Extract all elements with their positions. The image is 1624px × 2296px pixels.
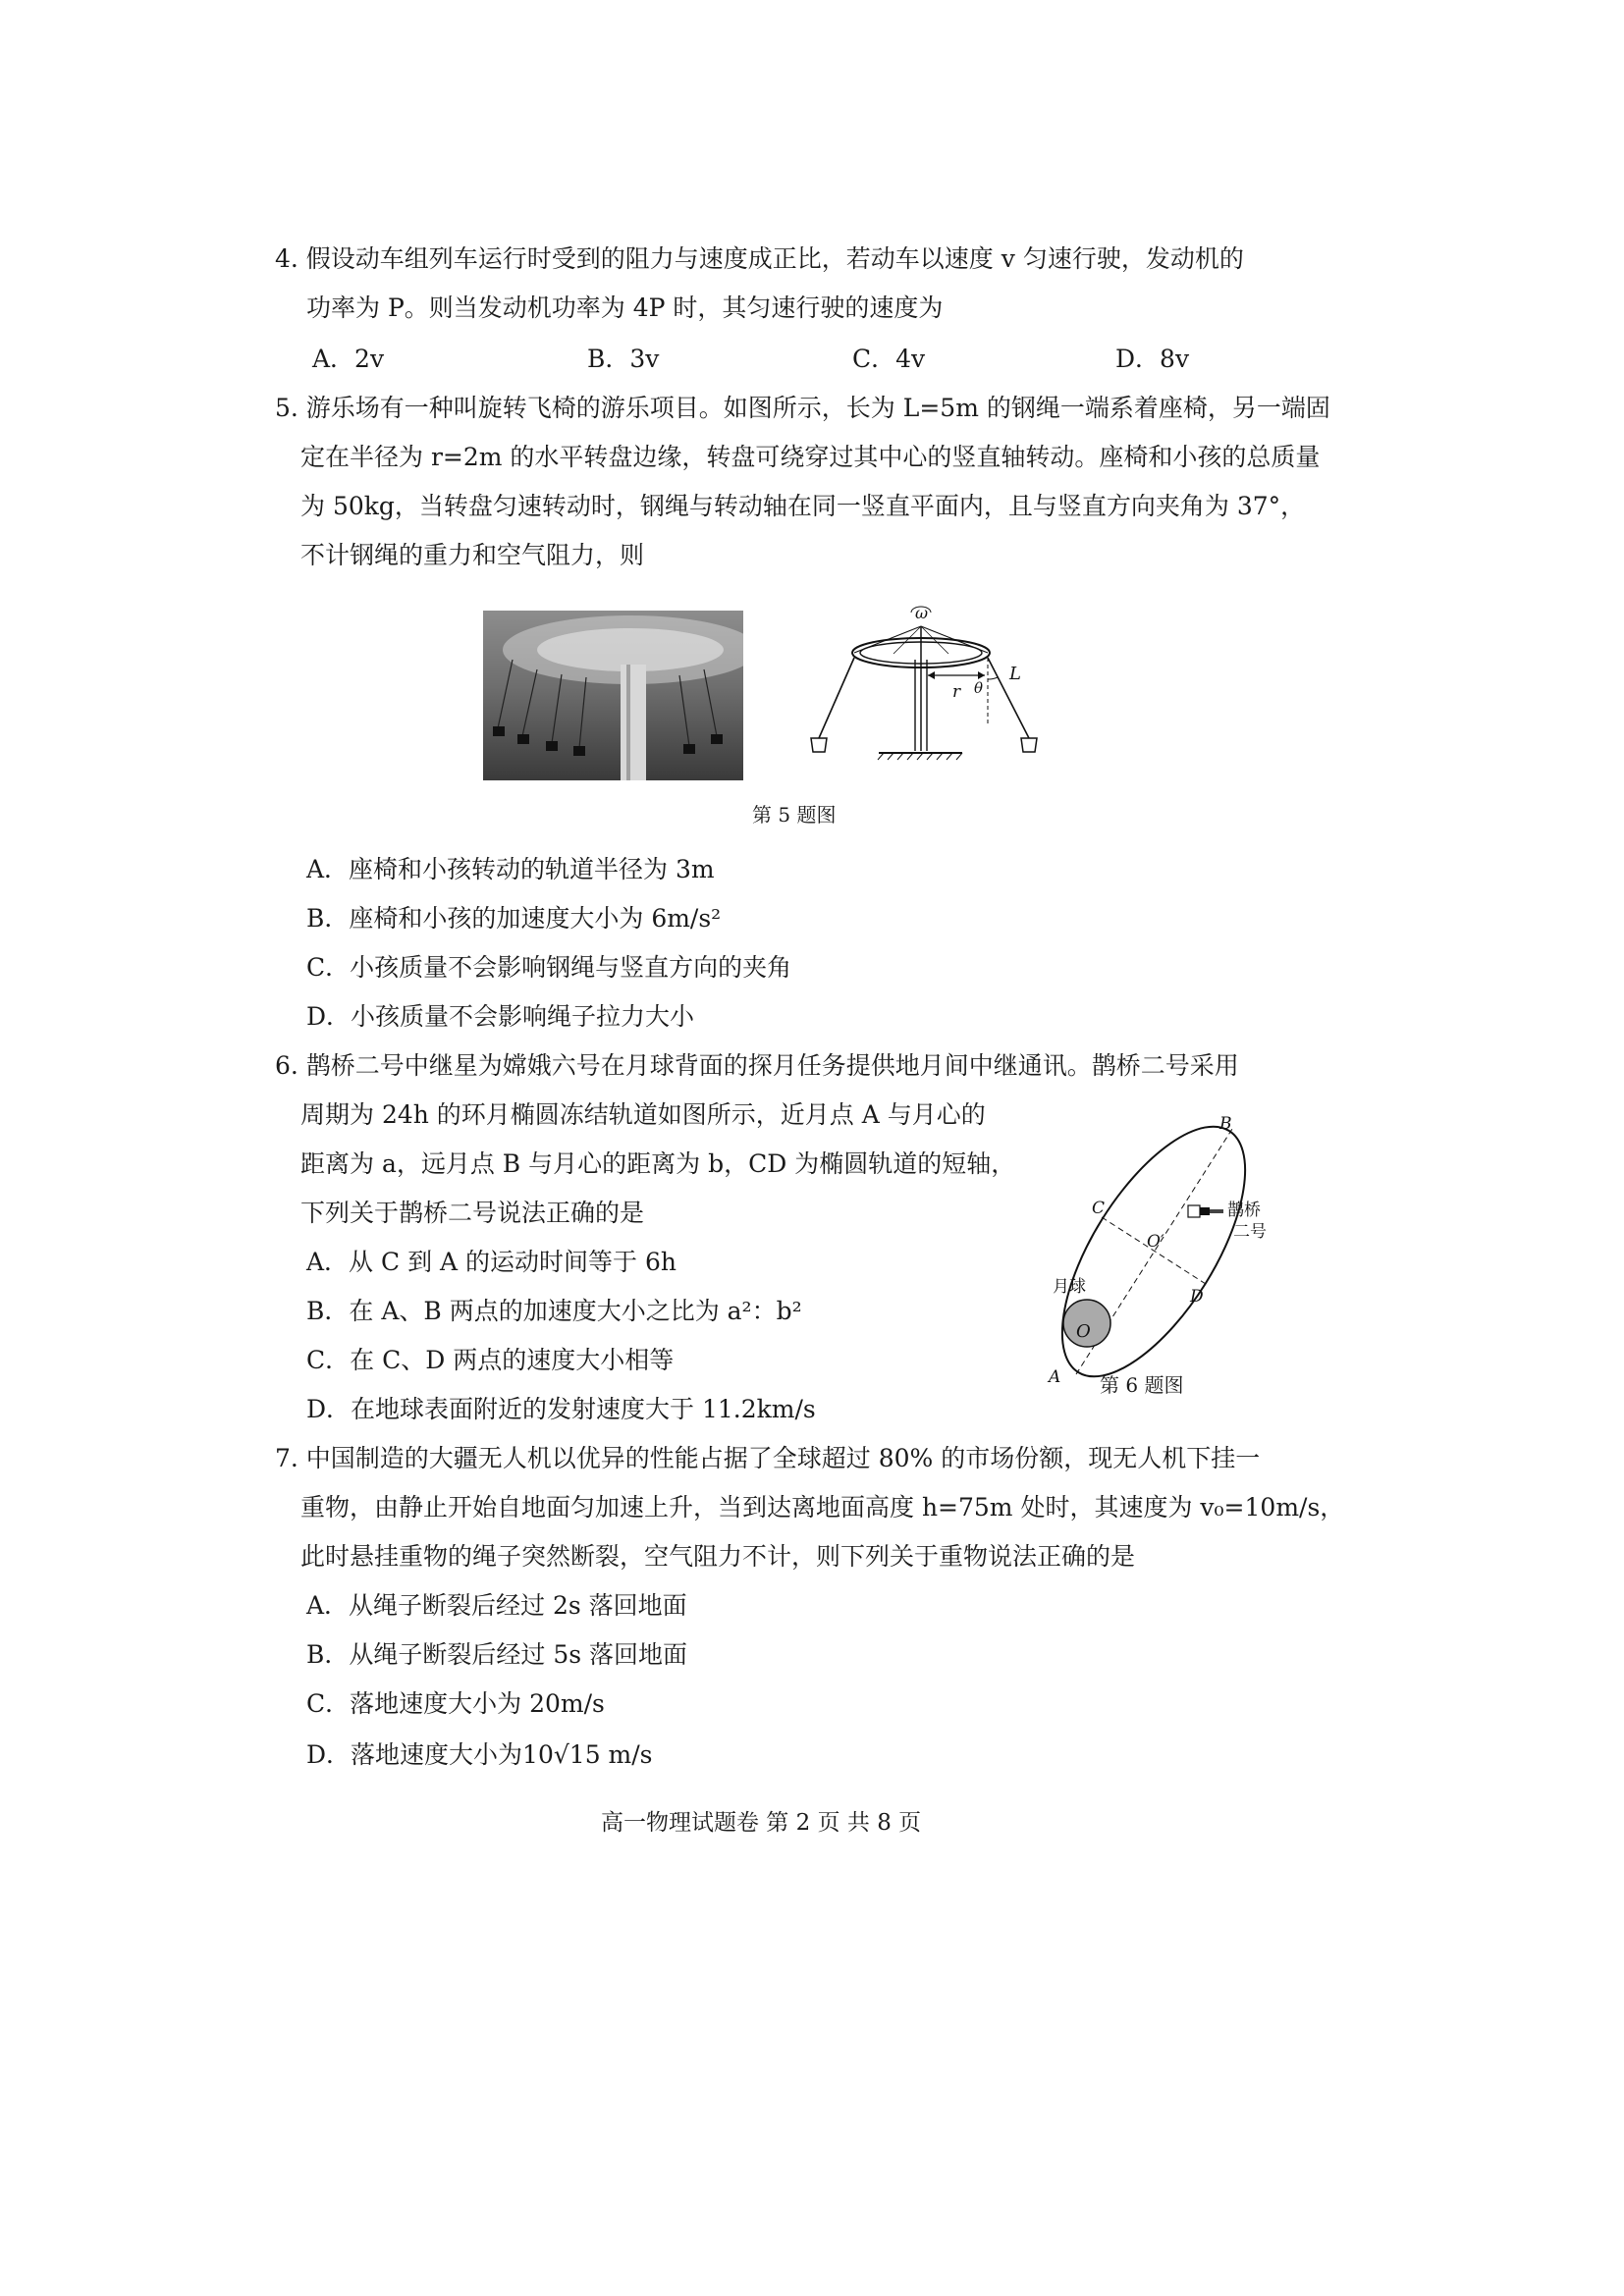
q4-option-d: D．8v	[1115, 345, 1190, 373]
q5-stem-line1: 5. 游乐场有一种叫旋转飞椅的游乐项目。如图所示，长为 L=5m 的钢绳一端系着座椅，另一端固	[275, 394, 1330, 422]
rope-length-label: L	[1009, 664, 1021, 684]
q6-stem-line2: 周期为 24h 的环月椭圆冻结轨道如图所示，近月点 A 与月心的	[300, 1100, 986, 1129]
angle-label: θ	[974, 679, 984, 697]
radius-label: r	[952, 682, 961, 702]
swing-ride-diagram	[805, 599, 1051, 775]
q4-stem-line2: 功率为 P。则当发动机功率为 4P 时，其匀速行驶的速度为	[306, 294, 944, 322]
q5-stem-line3: 为 50kg，当转盘匀速转动时，钢绳与转动轴在同一竖直平面内，且与竖直方向夹角为 37°，	[300, 492, 1306, 520]
page-footer: 高一物理试题卷 第 2 页 共 8 页	[601, 1810, 922, 1836]
q5-option-c: C．小孩质量不会影响钢绳与竖直方向的夹角	[306, 953, 792, 982]
swing-ride-photo	[483, 611, 743, 780]
label-o: O	[1076, 1321, 1091, 1342]
q4-option-b: B．3v	[587, 345, 660, 373]
q7-stem-line1: 7. 中国制造的大疆无人机以优异的性能占据了全球超过 80% 的市场份额，现无人机下挂一	[275, 1444, 1261, 1472]
q7-stem-line3: 此时悬挂重物的绳子突然断裂，空气阻力不计，则下列关于重物说法正确的是	[300, 1542, 1136, 1571]
q5-option-d: D．小孩质量不会影响绳子拉力大小	[306, 1002, 695, 1031]
q6-stem-line3: 距离为 a，远月点 B 与月心的距离为 b，CD 为椭圆轨道的短轴，	[300, 1149, 1016, 1178]
label-d: D	[1190, 1287, 1204, 1307]
omega-label: ω	[915, 604, 929, 622]
q6-option-d: D．在地球表面附近的发射速度大于 11.2km/s	[306, 1395, 816, 1423]
q7-option-b: B．从绳子断裂后经过 5s 落回地面	[306, 1640, 688, 1669]
q5-option-a: A．座椅和小孩转动的轨道半径为 3m	[306, 855, 715, 883]
q4-option-a: A．2v	[312, 345, 385, 373]
q4-stem-line1: 4. 假设动车组列车运行时受到的阻力与速度成正比，若动车以速度 v 匀速行驶，发动机的	[275, 244, 1244, 273]
q6-stem-line1: 6. 鹊桥二号中继星为嫦娥六号在月球背面的探月任务提供地月间中继通讯。鹊桥二号采用	[275, 1051, 1239, 1080]
q6-stem-line4: 下列关于鹊桥二号说法正确的是	[300, 1199, 645, 1227]
q7-option-c: C．落地速度大小为 20m/s	[306, 1689, 605, 1718]
label-a: A	[1049, 1367, 1061, 1387]
q6-figure-caption: 第 6 题图	[1100, 1373, 1184, 1397]
satellite-label-line1: 鹊桥	[1227, 1201, 1261, 1220]
q6-option-b: B．在 A、B 两点的加速度大小之比为 a²：b²	[306, 1297, 802, 1325]
satellite-icon	[1188, 1205, 1223, 1217]
q5-option-b: B．座椅和小孩的加速度大小为 6m/s²	[306, 904, 722, 933]
q5-stem-line2: 定在半径为 r=2m 的水平转盘边缘，转盘可绕穿过其中心的竖直轴转动。座椅和小孩的总质量	[300, 443, 1321, 471]
label-o-prime: O′	[1147, 1232, 1164, 1252]
satellite-label-line2: 二号	[1233, 1222, 1267, 1242]
q6-option-c: C．在 C、D 两点的速度大小相等	[306, 1346, 675, 1374]
moon-label: 月球	[1053, 1277, 1086, 1297]
q5-figure-caption: 第 5 题图	[752, 803, 837, 827]
label-b: B	[1219, 1114, 1232, 1134]
q7-option-d: D．落地速度大小为10√15 m/s	[306, 1740, 653, 1769]
lunar-orbit-diagram	[1031, 1109, 1296, 1394]
q4-option-c: C．4v	[852, 345, 926, 373]
label-c: C	[1092, 1199, 1106, 1218]
q7-stem-line2: 重物，由静止开始自地面匀加速上升，当到达离地面高度 h=75m 处时，其速度为 v₀=10m/s，	[300, 1493, 1345, 1522]
q6-option-a: A．从 C 到 A 的运动时间等于 6h	[306, 1248, 677, 1276]
q7-option-a: A．从绳子断裂后经过 2s 落回地面	[306, 1591, 687, 1620]
q5-stem-line4: 不计钢绳的重力和空气阻力，则	[300, 541, 645, 569]
